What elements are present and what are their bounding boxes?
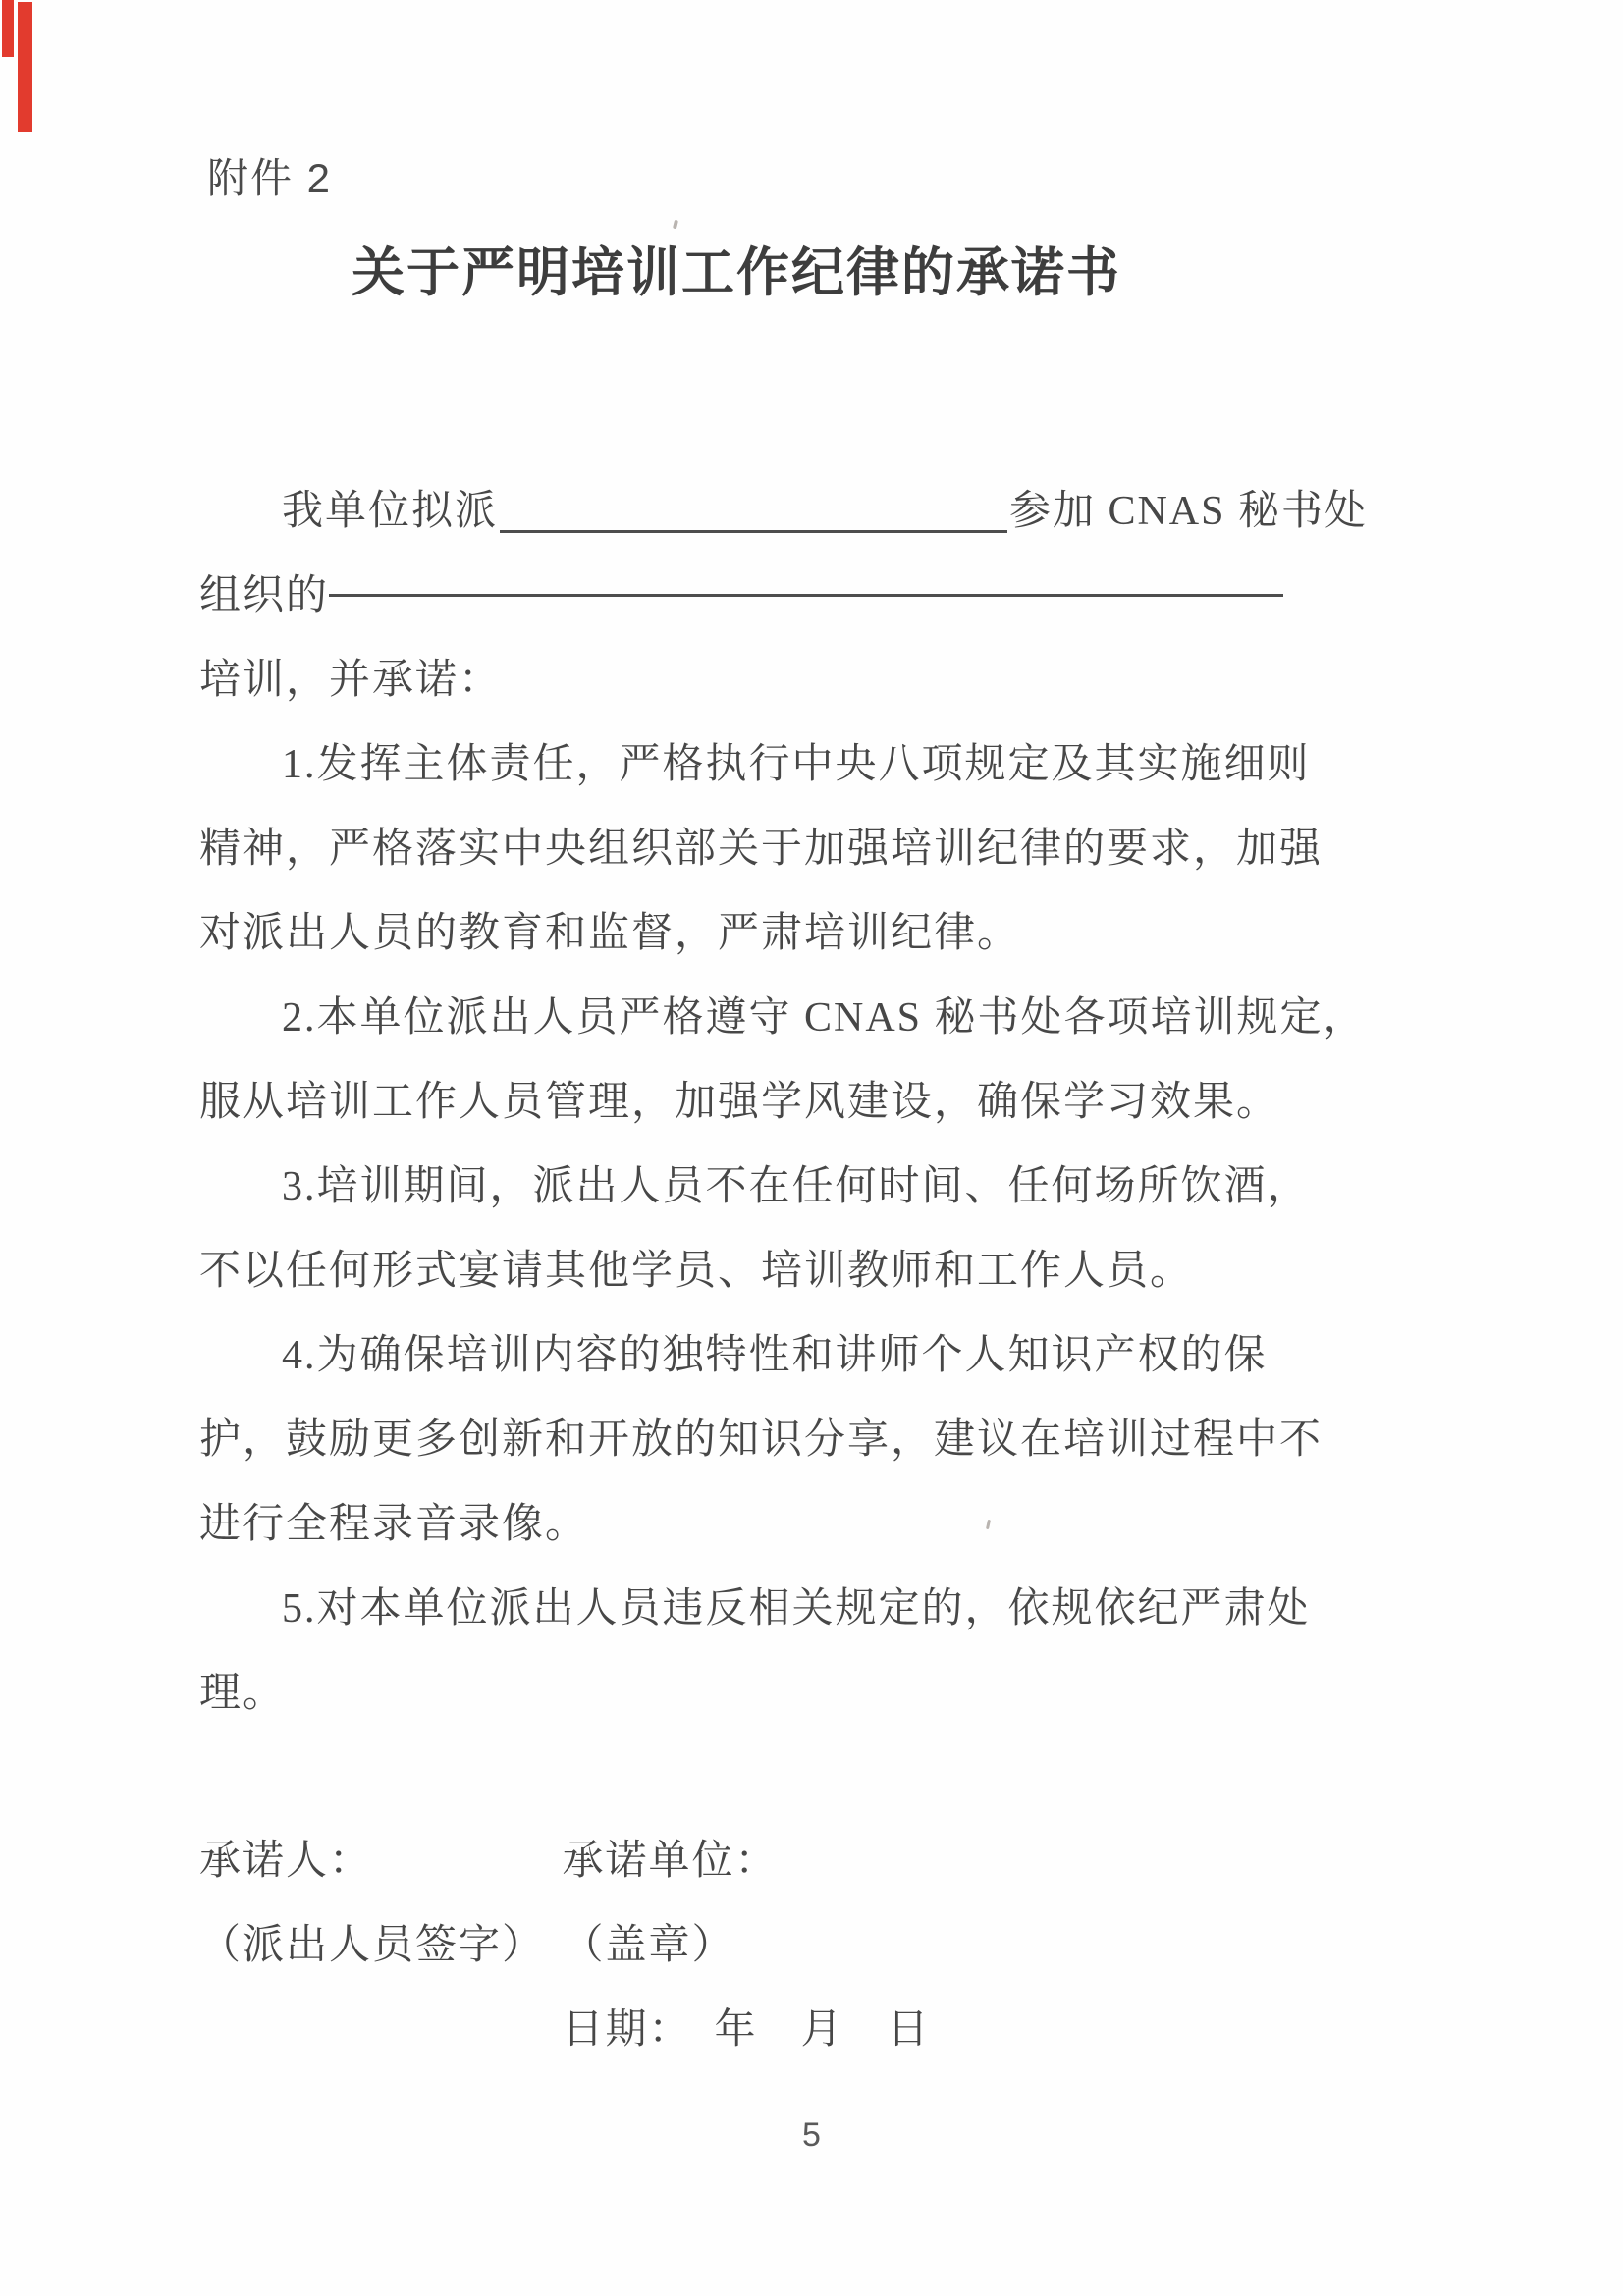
item-5-line: 理。 xyxy=(199,1671,287,1716)
opening-tail-text: 参加 CNAS 秘书处 xyxy=(1008,489,1368,534)
scan-red-mark xyxy=(18,2,32,132)
unit-note: （盖章） xyxy=(562,1923,735,1968)
signature-row-labels xyxy=(199,1819,1368,1903)
item-3-line: 3.培训期间，派出人员不在任何时间、任何场所饮酒， xyxy=(282,1164,1311,1209)
item-1-line: 对派出人员的教育和监督，严肃培训纪律。 xyxy=(199,911,1021,956)
fill-in-blank-underline xyxy=(329,594,1283,597)
scan-red-mark xyxy=(2,0,14,57)
date-line: 日期： 年 月 日 xyxy=(562,2007,931,2053)
opening-line-1 xyxy=(199,469,1368,554)
unit-label: 承诺单位： xyxy=(562,1839,779,1884)
promiser-label: 承诺人： xyxy=(199,1839,373,1884)
item-1-line: 1.发挥主体责任，严格执行中央八项规定及其实施细则 xyxy=(282,742,1311,787)
item-4-line: 护，鼓励更多创新和开放的知识分享，建议在培训过程中不 xyxy=(199,1417,1324,1463)
fill-in-blank-underline xyxy=(500,469,1007,533)
attachment-label: 附件 2 xyxy=(207,155,333,201)
promiser-note: （派出人员签字） xyxy=(199,1923,546,1968)
document-title: 关于严明培训工作纪律的承诺书 xyxy=(352,243,1121,302)
item-4-line: 4.为确保培训内容的独特性和讲师个人知识产权的保 xyxy=(282,1333,1268,1378)
opening-line-3: 培训，并承诺： xyxy=(199,658,503,703)
opening-line-2 xyxy=(199,554,1368,638)
item-2-line: 服从培训工作人员管理，加强学风建设，确保学习效果。 xyxy=(199,1080,1280,1125)
signature-row-date xyxy=(199,1988,1368,2072)
item-5-line: 5.对本单位派出人员违反相关规定的，依规依纪严肃处 xyxy=(282,1586,1311,1631)
item-1-line: 精神，严格落实中央组织部关于加强培训纪律的要求，加强 xyxy=(199,827,1324,872)
opening-line2-lead: 组织的 xyxy=(199,573,330,618)
document-body xyxy=(199,469,1368,1735)
item-2-line: 2.本单位派出人员严格遵守 CNAS 秘书处各项培训规定， xyxy=(282,995,1367,1041)
signature-block xyxy=(199,1819,1368,2072)
page-number: 5 xyxy=(802,2116,821,2154)
item-4-line: 进行全程录音录像。 xyxy=(199,1502,589,1547)
opening-lead-text: 我单位拟派 xyxy=(282,489,499,534)
item-3-line: 不以任何形式宴请其他学员、培训教师和工作人员。 xyxy=(199,1249,1194,1294)
scan-speck xyxy=(673,220,678,230)
signature-row-notes xyxy=(199,1903,1368,1988)
